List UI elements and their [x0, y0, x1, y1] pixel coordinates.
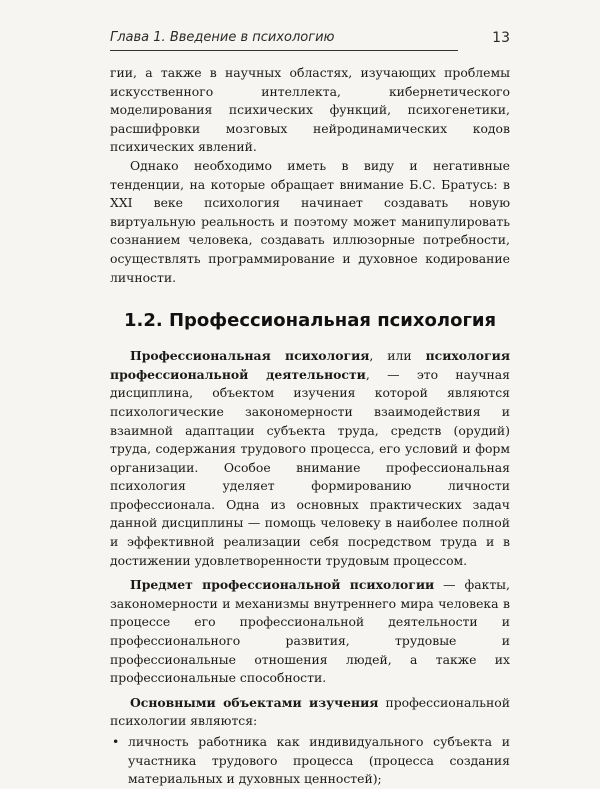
paragraph-objects [110, 694, 510, 731]
subject-text: — факты, закономерности и механизмы внутреннего мира человека в процессе его профессиональной деятельности и профессионального развития, трудовые и профессиональные отношения людей, а также их профессиональные способности. [110, 577, 510, 686]
page-number: 13 [492, 30, 510, 46]
term-psychology-of-professional-activity: психология профессиональной деятельности [110, 348, 510, 382]
paragraph-continuation: гии, а также в научных областях, изучающих проблемы искусственного интеллекта, кибернетического моделирования психических функций, психогенетики, расшифровки мозговых нейродинамических кодов психических явлений. [110, 65, 510, 155]
objects-text: профессиональной психологии являются: [110, 694, 510, 729]
chapter-title: Глава 1. Введение в психологию [110, 30, 335, 45]
term-subject: Предмет профессиональной психологии [130, 577, 435, 593]
definition-text: , — это научная дисциплина, объектом изучения которой являются психологические закономерности взаимодействия и взаимной адаптации субъекта труда, средств (орудий) труда, содержания трудового процесса, его условий и форм организации. Особое внимание профессиональная психология уделяет формированию личности профессионала. Одна из основных практических задач данной дисциплины — помощь человеку в наиболее полной и эффективной реализации себя посредством труда и в достижении удовлетворенности трудовым процессом. [110, 366, 510, 568]
body-text [110, 64, 510, 789]
section-heading: 1.2. Профессиональная психология [123, 310, 497, 332]
list-item-text: личность работника как индивидуального субъекта и участника трудового процесса (процесса создания материальных и духовных ценностей); [128, 734, 510, 787]
running-header [110, 26, 510, 54]
paragraph-subject [110, 576, 510, 688]
paragraph-definition [110, 347, 510, 570]
bullet-icon: • [112, 734, 120, 749]
list-item [110, 733, 510, 789]
term-main-objects: Основными объектами изучения [130, 694, 379, 710]
header-rule [110, 50, 458, 51]
term-professional-psychology: Профессиональная психология [130, 348, 370, 364]
connector-text: , или [369, 348, 426, 364]
paragraph-bratus: Однако необходимо иметь в виду и негативные тенденции, на которые обращает внимание Б.С. Братусь: в XXI веке психология начинает создавать новую виртуальную реальность и поэтому может манипулировать сознанием человека, создавать иллюзорные потребности, осуществлять программирование и духовное кодирование личности. [110, 157, 510, 285]
